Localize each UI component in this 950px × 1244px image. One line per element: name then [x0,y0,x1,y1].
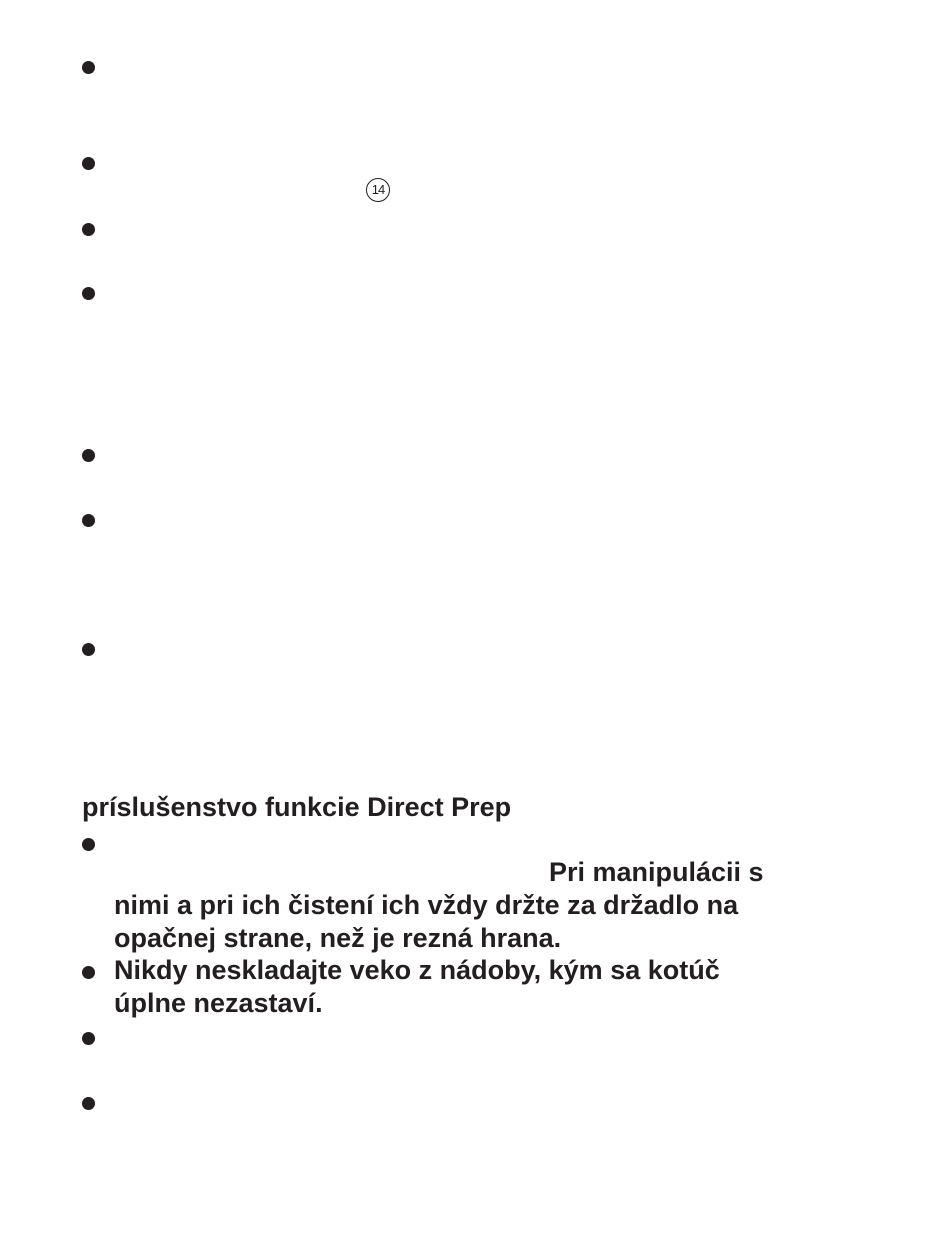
bullet-1 [82,61,95,74]
bullet-6 [82,514,95,527]
bullet-5 [82,449,95,462]
section-bullet-2 [82,966,95,979]
bullet-3 [82,223,95,236]
bullet-7 [82,643,95,656]
section-bullet-4 [82,1097,95,1110]
warning-1-line-2: nimi a pri ich čistení ich vždy držte za držadlo na [114,890,739,920]
warning-2-line-1: Nikdy neskladajte veko z nádoby, kým sa kotúč [114,955,720,985]
section-heading: príslušenstvo funkcie Direct Prep [82,792,512,822]
warning-1-line-1: Pri manipulácii s [549,857,764,887]
section-bullet-1 [82,838,95,851]
circled-number-reference: 14 [366,178,390,202]
warning-1-line-3: opačnej strane, než je rezná hrana. [114,923,562,953]
bullet-4 [82,287,95,300]
section-bullet-3 [82,1032,95,1045]
bullet-2 [82,157,95,170]
warning-2-line-2: úplne nezastaví. [114,988,323,1018]
